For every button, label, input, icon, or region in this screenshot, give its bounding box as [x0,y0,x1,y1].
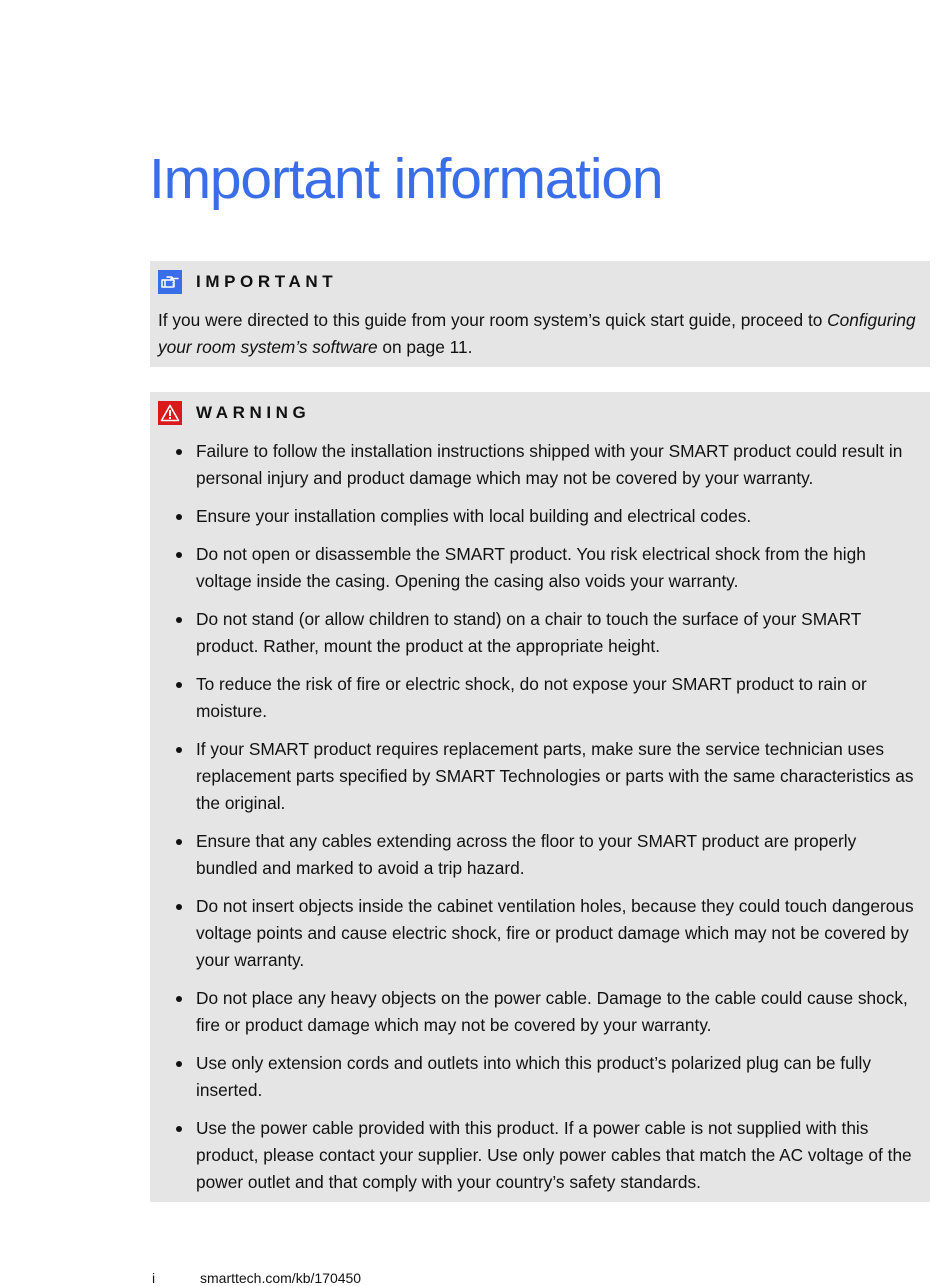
configuring-software-reference: Configuring your room system’s software [158,310,916,357]
list-item: To reduce the risk of fire or electric shock, do not expose your SMART product to rain or moisture. [158,671,922,725]
page-title: Important information [149,147,663,211]
list-item: Ensure your installation complies with local building and electrical codes. [158,503,922,530]
list-item: Do not insert objects inside the cabinet ventilation holes, because they could touch dangerous voltage points and cause electric shock, fire or product damage which may not be covered by your warranty. [158,893,922,974]
important-label: IMPORTANT [196,272,338,291]
important-text-after: on page 11. [377,337,473,357]
list-item: Failure to follow the installation instructions shipped with your SMART product could result in personal injury and product damage which may not be covered by your warranty. [158,438,922,492]
important-header [158,269,922,295]
pointing-hand-icon [158,270,182,294]
important-text-before: If you were directed to this guide from your room system’s quick start guide, proceed to [158,310,828,330]
warning-note [150,392,930,1202]
warning-triangle-icon [158,401,182,425]
footer-url[interactable]: smarttech.com/kb/170450 [200,1270,362,1286]
list-item: If your SMART product requires replacement parts, make sure the service technician uses replacement parts specified by SMART Technologies or parts with the same characteristics as the original. [158,736,922,817]
list-item: Do not open or disassemble the SMART product. You risk electrical shock from the high voltage inside the casing. Opening the casing also voids your warranty. [158,541,922,595]
warning-list [158,438,922,1196]
list-item: Do not place any heavy objects on the power cable. Damage to the cable could cause shock, fire or product damage which may not be covered by your warranty. [158,985,922,1039]
page-footer [152,1270,361,1286]
warning-header [158,400,922,426]
warning-label: WARNING [196,403,311,422]
list-item: Use the power cable provided with this product. If a power cable is not supplied with this product, please contact your supplier. Use only power cables that match the AC voltage of the power outlet and that comply with your country’s safety standards. [158,1115,922,1196]
important-text [158,307,922,361]
important-note [150,261,930,367]
list-item: Do not stand (or allow children to stand) on a chair to touch the surface of your SMART product. Rather, mount the product at the appropriate height. [158,606,922,660]
page-number: i [152,1270,156,1286]
list-item: Use only extension cords and outlets into which this product’s polarized plug can be fully inserted. [158,1050,922,1104]
list-item: Ensure that any cables extending across the floor to your SMART product are properly bundled and marked to avoid a trip hazard. [158,828,922,882]
